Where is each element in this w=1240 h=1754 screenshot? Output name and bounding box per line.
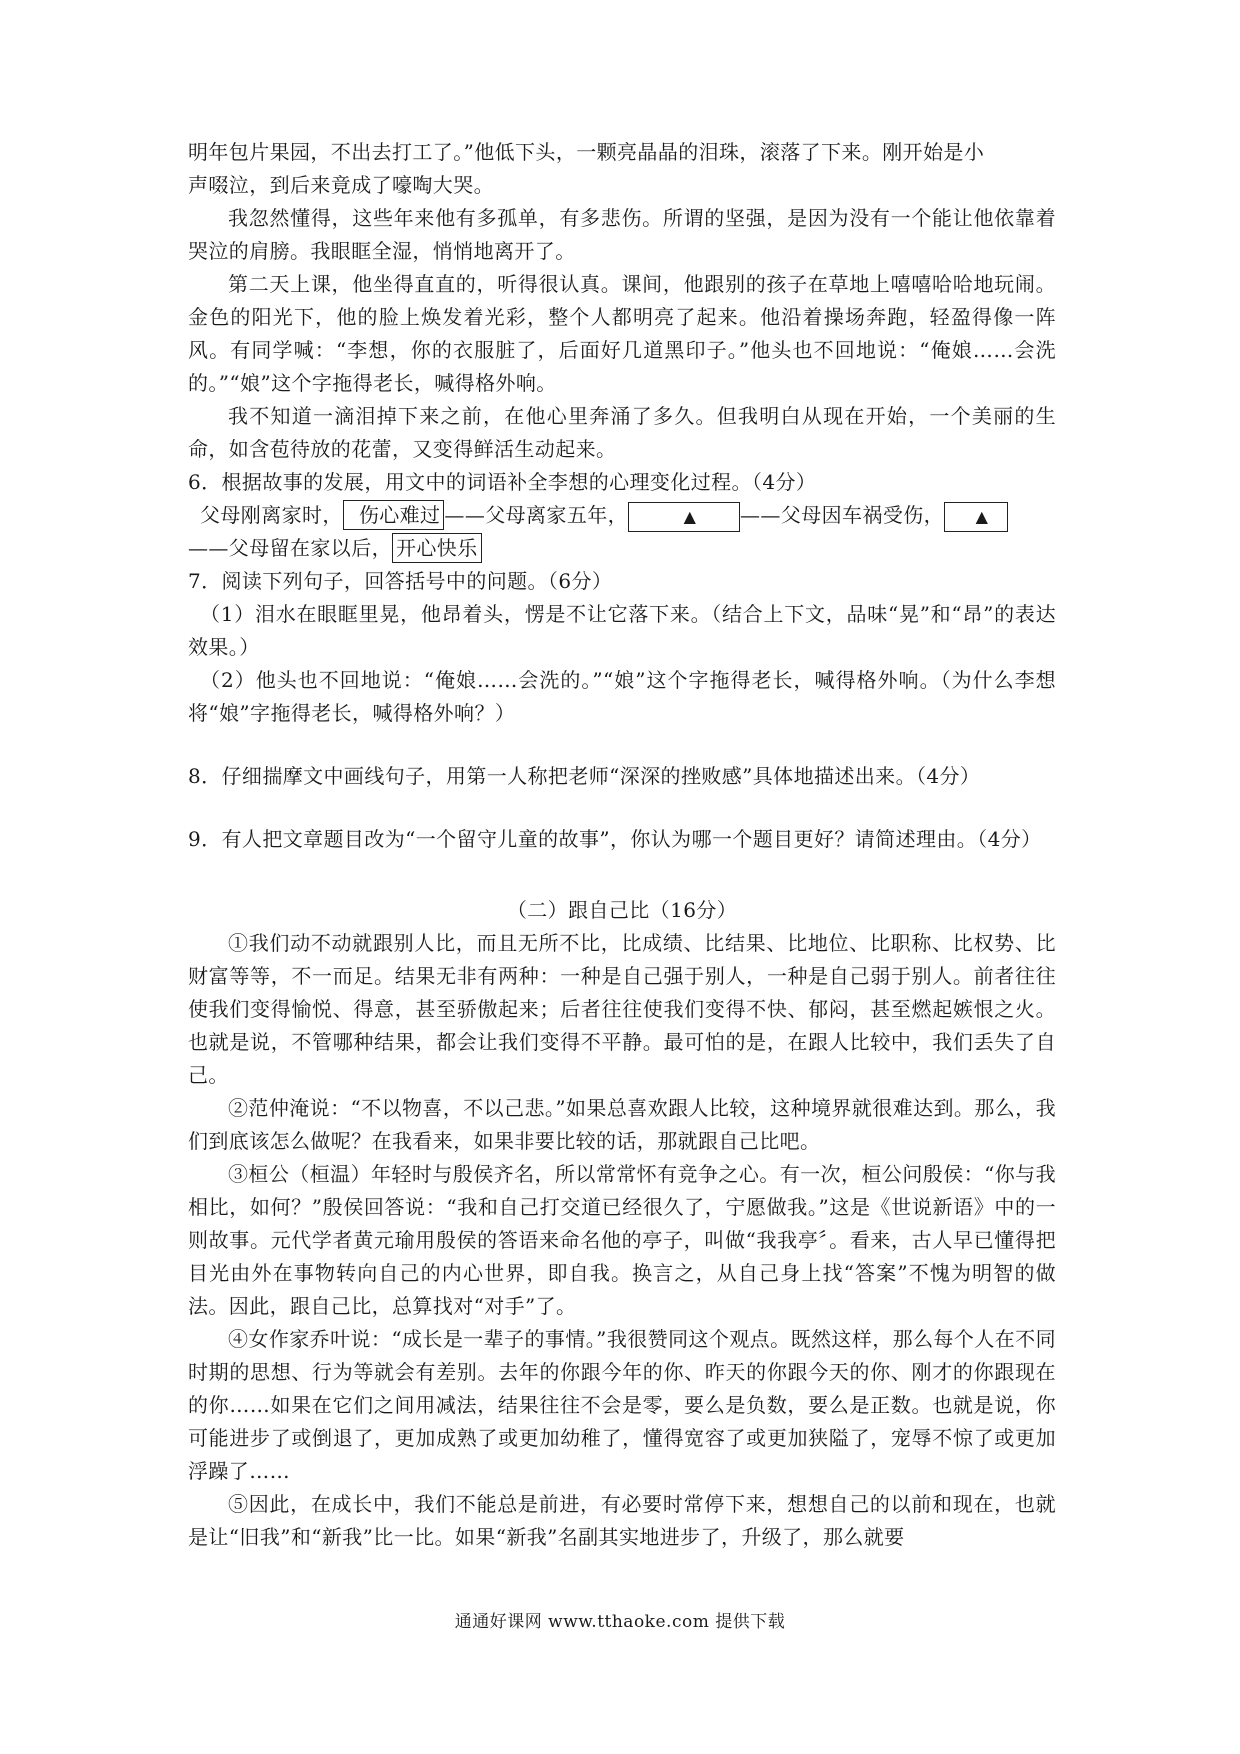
- question-6-chain: [188, 499, 1056, 532]
- chain-text: ——父母离家五年，: [444, 503, 629, 527]
- answer-box-4: 开心快乐: [392, 533, 482, 563]
- passage1-line: 声啜泣，到后来竟成了嚎啕大哭。: [188, 173, 494, 197]
- answer-space: [188, 856, 1056, 894]
- answer-box-1: 伤心难过: [343, 500, 445, 530]
- passage2-paragraph: ④女作家乔叶说：“成长是一辈子的事情。”我很赞同这个观点。既然这样，那么每个人在不同时期的思想、行为等就会有差别。去年的你跟今年的你、昨天的你跟今天的你、刚才的你跟现在的你……如果在它们之间用减法，结果往往不会是零，要么是负数，要么是正数。也就是说，你可能进步了或倒退了，更加成熟了或更加幼稚了，懂得宽容了或更加狭隘了，宠辱不惊了或更加浮躁了……: [188, 1327, 1056, 1483]
- question-9: 9．有人把文章题目改为“一个留守儿童的故事”，你认为哪一个题目更好？请简述理由。（4分）: [188, 827, 1042, 851]
- answer-space: [188, 730, 1056, 760]
- passage1-paragraph: [188, 136, 1056, 202]
- passage1-line: 明年包片果园，不出去打工了。”他低下头，一颗亮晶晶的泪珠，滚落了下来。刚开始是小: [188, 140, 985, 164]
- answer-blank-2[interactable]: ▲: [628, 502, 740, 532]
- passage1-paragraph: 第二天上课，他坐得直直的，听得很认真。课间，他跟别的孩子在草地上嘻嘻哈哈地玩闹。金色的阳光下，他的脸上焕发着光彩，整个人都明亮了起来。他沿着操场奔跑，轻盈得像一阵风。有同学喊：“李想，你的衣服脏了，后面好几道黑印子。”他头也不回地说：“俺娘……会洗的。”“娘”这个字拖得老长，喊得格外响。: [188, 272, 1056, 395]
- reading-text: [188, 136, 1056, 1554]
- page-footer: 通通好课网 www.tthaoke.com 提供下载: [454, 1612, 786, 1632]
- question-7-item-1: （1）泪水在眼眶里晃，他昂着头，愣是不让它落下来。（结合上下文，品味“晃”和“昂”的表达效果。）: [188, 602, 1056, 659]
- question-7-item-2: （2）他头也不回地说：“俺娘……会洗的。”“娘”这个字拖得老长，喊得格外响。（为什么李想将“娘”字拖得老长，喊得格外响？）: [188, 668, 1056, 725]
- passage1-paragraph: 我不知道一滴泪掉下来之前，在他心里奔涌了多久。但我明白从现在开始，一个美丽的生命，如含苞待放的花蕾，又变得鲜活生动起来。: [188, 404, 1056, 461]
- question-6: 6．根据故事的发展，用文中的词语补全李想的心理变化过程。（4分）: [188, 470, 817, 494]
- passage2-paragraph: ②范仲淹说：“不以物喜，不以己悲。”如果总喜欢跟人比较，这种境界就很难达到。那么，我们到底该怎么做呢？在我看来，如果非要比较的话，那就跟自己比吧。: [188, 1096, 1056, 1153]
- passage1-paragraph: 我忽然懂得，这些年来他有多孤单，有多悲伤。所谓的坚强，是因为没有一个能让他依靠着哭泣的肩膀。我眼眶全湿，悄悄地离开了。: [188, 206, 1056, 263]
- chain-text: ——父母因车祸受伤，: [740, 503, 945, 527]
- question-7: 7．阅读下列句子，回答括号中的问题。（6分）: [188, 569, 613, 593]
- answer-space: [188, 793, 1056, 823]
- section-title: （二）跟自己比（16分）: [506, 898, 738, 922]
- passage2-paragraph: ③桓公（桓温）年轻时与殷侯齐名，所以常常怀有竞争之心。有一次，桓公问殷侯：“你与我相比，如何？”殷侯回答说：“我和自己打交道已经很久了，宁愿做我。”这是《世说新语》中的一则故事。元代学者黄元瑜用殷侯的答语来命名他的亭子，叫做“我我亭〞。看来，古人早已懂得把目光由外在事物转向自己的内心世界，即自我。换言之，从自己身上找“答案”不愧为明智的做法。因此，跟自己比，总算找对“对手”了。: [188, 1162, 1056, 1318]
- question-6-chain-end: [188, 532, 1056, 565]
- passage2-paragraph: ⑤因此，在成长中，我们不能总是前进，有必要时常停下来，想想自己的以前和现在，也就是让“旧我”和“新我”比一比。如果“新我”名副其实地进步了，升级了，那么就要: [188, 1492, 1056, 1549]
- question-8: 8．仔细揣摩文中画线句子，用第一人称把老师“深深的挫败感”具体地描述出来。（4分）: [188, 764, 981, 788]
- chain-text: 父母刚离家时，: [200, 503, 343, 527]
- answer-blank-3[interactable]: ▲: [944, 502, 1008, 532]
- chain-text: ——父母留在家以后，: [188, 536, 392, 560]
- passage2-paragraph: ①我们动不动就跟别人比，而且无所不比，比成绩、比结果、比地位、比职称、比权势、比财富等等，不一而足。结果无非有两种：一种是自己强于别人，一种是自己弱于别人。前者往往使我们变得愉悦、得意，甚至骄傲起来；后者往往使我们变得不快、郁闷，甚至燃起嫉恨之火。也就是说，不管哪种结果，都会让我们变得不平静。最可怕的是，在跟人比较中，我们丢失了自己。: [188, 931, 1056, 1087]
